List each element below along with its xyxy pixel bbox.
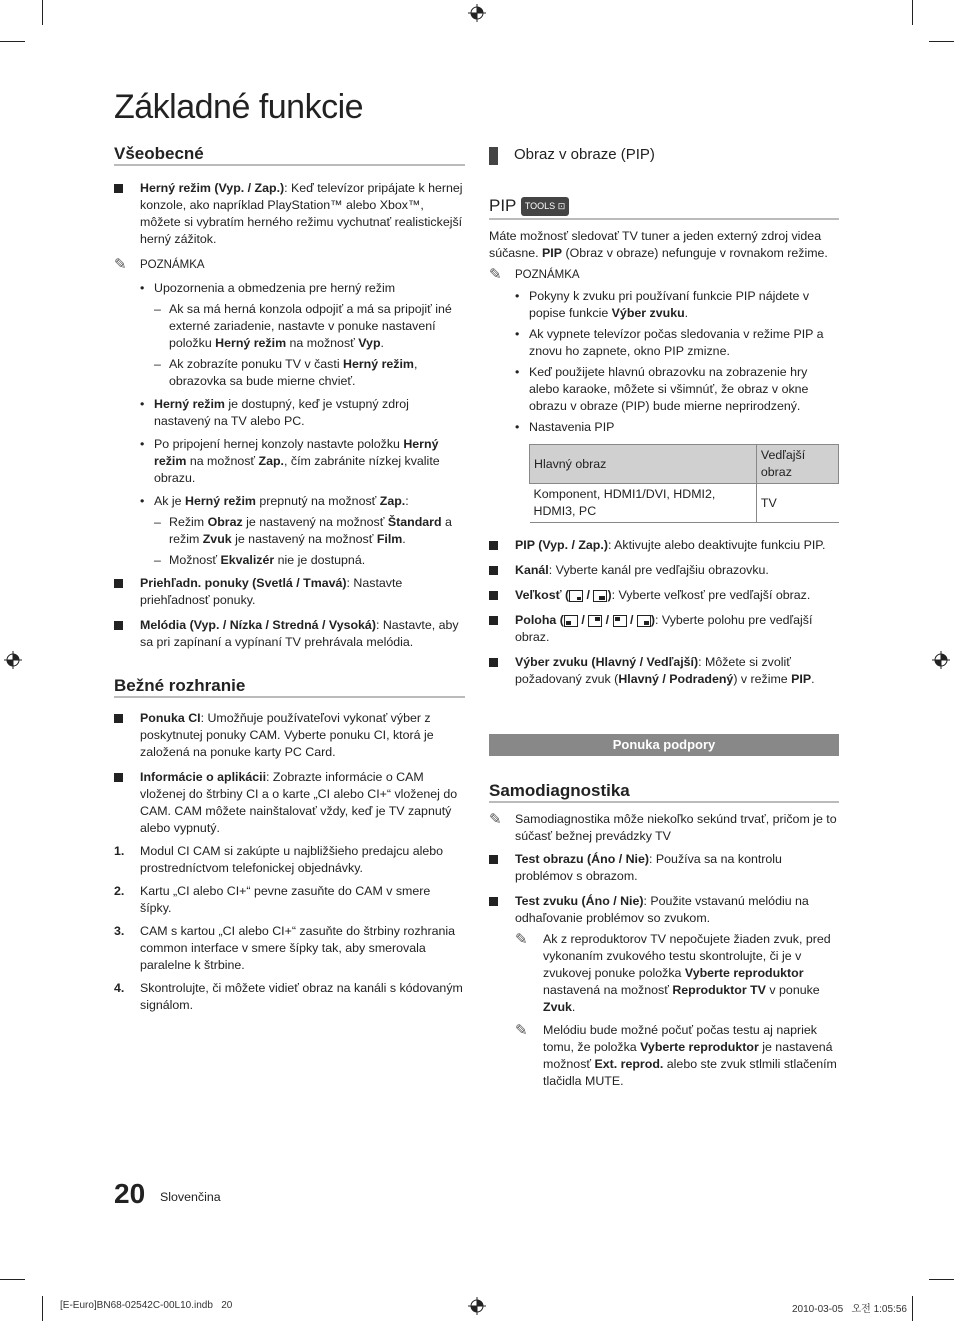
table-header: Vedľajší obraz xyxy=(756,445,838,484)
step-item: 4. Skontrolujte, či môžete vidieť obraz na kanáli s kódovaným signálom. xyxy=(114,981,463,1012)
page-title: Základné funkcie xyxy=(114,88,364,126)
file-info: [E-Euro]BN68-02542C-00L10.indb 20 xyxy=(60,1300,233,1311)
crop-mark xyxy=(42,1296,43,1321)
position-top-left-icon xyxy=(613,615,627,627)
registration-mark-icon xyxy=(468,1297,486,1315)
list-item: Priehľadn. ponuky (Svetlá / Tmavá): Nastavte priehľadnosť ponuky. xyxy=(114,575,465,609)
crop-mark xyxy=(0,41,25,42)
support-menu-bar: Ponuka podpory xyxy=(489,734,839,756)
tools-badge: TOOLS ⊡ xyxy=(521,197,569,216)
note: ✎ Ak z reproduktorov TV nepočujete žiaden zvuk, pred vykonaním zvukového testu skontrolujte, či je v zvukovej ponuke položka Vyberte reproduktor nastavená na možnosť Reproduktor TV v ponuke Zvuk. xyxy=(515,931,831,1015)
step-item: 1. Modul CI CAM si zakúpte u najbližšieho predajcu alebo prostredníctvom telefonickej objednávky. xyxy=(114,844,444,875)
crop-mark xyxy=(929,41,954,42)
list-item: – Možnosť Ekvalizér nie je dostupná. xyxy=(154,553,366,567)
language-label: Slovenčina xyxy=(160,1190,221,1204)
size-large-icon xyxy=(593,590,607,602)
section-heading-common-interface: Bežné rozhranie xyxy=(114,677,465,698)
list-item: • Nastavenia PIP xyxy=(515,420,615,435)
section-heading-general: Všeobecné xyxy=(114,145,465,166)
pencil-icon: ✎ xyxy=(114,256,127,273)
position-bottom-left-icon xyxy=(564,615,578,627)
list-item: Kanál: Vyberte kanál pre vedľajšiu obrazovku. xyxy=(489,562,839,579)
registration-mark-icon xyxy=(4,651,22,669)
registration-mark-icon xyxy=(468,4,486,22)
note: ✎ Melódiu bude možné počuť počas testu aj napriek tomu, že položka Vyberte reproduktor je nastavená možnosť Ext. reprod. alebo ste zvuk stlmili stlačením tlačidla MUTE. xyxy=(515,1022,837,1089)
list-item: • Po pripojení hernej konzoly nastavte položku Herný režim na možnosť Zap., čím zabránite nízkej kvalite obrazu. xyxy=(140,437,440,485)
list-item: PIP (Vyp. / Zap.): Aktivujte alebo deaktivujte funkciu PIP. xyxy=(489,537,839,554)
size-small-icon xyxy=(569,590,583,602)
pip-heading: PIP TOOLS ⊡ xyxy=(489,197,839,220)
position-top-right-icon xyxy=(588,615,602,627)
list-item: • Upozornenia a obmedzenia pre herný režim xyxy=(140,281,396,295)
note: ✎ POZNÁMKA xyxy=(114,256,205,273)
list-item: – Režim Obraz je nastavený na možnosť Štandard a režim Zvuk je nastavený na možnosť Film. xyxy=(154,515,452,546)
crop-mark xyxy=(912,1296,913,1321)
pip-settings-table xyxy=(529,444,839,523)
page-number: 20 xyxy=(114,1178,146,1209)
position-bottom-right-icon xyxy=(637,615,651,627)
list-item: • Ak je Herný režim prepnutý na možnosť Zap.: xyxy=(140,494,409,508)
table-header: Hlavný obraz xyxy=(530,445,757,484)
crop-mark xyxy=(929,1279,954,1280)
list-item: • Keď použijete hlavnú obrazovku na zobrazenie hry alebo karaoke, môžete si všimnúť, že obraz v okne obrazu v obraze (PIP) bude mierne neprirodzený. xyxy=(515,365,809,414)
note: ✎ POZNÁMKA xyxy=(489,266,580,284)
crop-mark xyxy=(42,0,43,25)
crop-mark xyxy=(912,0,913,25)
list-item: Informácie o aplikácii: Zobrazte informácie o CAM vloženej do štrbiny CI a o karte „CI alebo CI+“ vloženej do CAM. CAM môžete nainštalovať vždy, keď je TV zapnutý alebo vypnutý. xyxy=(114,769,465,837)
list-item: Ponuka CI: Umožňuje používateľovi vykonať výber z poskytnutej ponuky CAM. Vyberte ponuku CI, ktorá je založená na ponuke karty PC Card. xyxy=(114,710,465,761)
table-cell: TV xyxy=(756,484,838,523)
note: ✎ Samodiagnostika môže niekoľko sekúnd trvať, pričom je to súčasť bežnej prevádzky TV xyxy=(489,811,837,844)
right-column xyxy=(489,145,839,1090)
list-item: Melódia (Vyp. / Nízka / Stredná / Vysoká): Nastavte, aby sa pri zapínaní a vypínaní TV prehrávala melódia. xyxy=(114,617,465,651)
list-item: • Herný režim je dostupný, keď je vstupný zdroj nastavený na TV alebo PC. xyxy=(140,397,409,428)
left-column xyxy=(114,145,465,1014)
pip-intro: Máte možnosť sledovať TV tuner a jeden externý zdroj videa súčasne. PIP (Obraz v obraze) nefunguje v rovnakom režime. xyxy=(489,229,828,261)
list-item: Herný režim (Vyp. / Zap.): Keď televízor pripájate k hernej konzole, ako napríklad PlayStation™ alebo Xbox™, môžete si vybratím herného režimu vychutnať realistickejší herný zážitok. xyxy=(114,180,465,248)
list-item: • Pokyny k zvuku pri používaní funkcie PIP nájdete v popise funkcie Výber zvuku. xyxy=(515,289,810,321)
pencil-icon: ✎ xyxy=(489,811,502,829)
registration-mark-icon xyxy=(932,651,950,669)
pencil-icon: ✎ xyxy=(515,1022,528,1040)
list-item: – Ak sa má herná konzola odpojiť a má sa pripojiť iné externé zariadenie, nastavte v ponuke nastavení položku Herný režim na možnosť Vyp. xyxy=(154,302,452,350)
list-item: Výber zvuku (Hlavný / Vedľajší): Môžete si zvoliť požadovaný zvuk (Hlavný / Podradený) v režime PIP. xyxy=(489,654,839,688)
list-item: Test obrazu (Áno / Nie): Používa sa na kontrolu problémov s obrazom. xyxy=(489,851,839,885)
step-item: 2. Kartu „CI alebo CI+“ pevne zasuňte do CAM v smere šípky. xyxy=(114,884,431,915)
section-heading-pip: Obraz v obraze (PIP) xyxy=(489,145,839,167)
table-cell: Komponent, HDMI1/DVI, HDMI2, HDMI3, PC xyxy=(530,484,757,523)
pencil-icon: ✎ xyxy=(489,266,502,284)
pencil-icon: ✎ xyxy=(515,931,528,949)
section-heading-self-diagnosis: Samodiagnostika xyxy=(489,782,839,803)
list-item: Veľkosť ( / ): Vyberte veľkosť pre vedľajší obraz. xyxy=(489,587,839,604)
list-item: • Ak vypnete televízor počas sledovania v režime PIP a znovu ho zapnete, okno PIP zmizne. xyxy=(515,327,824,359)
list-item: – Ak zobrazíte ponuku TV v časti Herný režim, obrazovka sa bude mierne chvieť. xyxy=(154,357,418,388)
step-item: 3. CAM s kartou „CI alebo CI+“ zasuňte do štrbiny rozhrania common interface v smere šípky tak, aby smerovala paralelne k štrbine. xyxy=(114,924,456,972)
list-item: Test zvuku (Áno / Nie): Použite vstavanú melódiu na odhaľovanie problémov so zvukom. xyxy=(489,893,839,927)
print-date: 2010-03-05 오전 1:05:56 xyxy=(792,1304,907,1315)
crop-mark xyxy=(0,1279,25,1280)
list-item: Poloha ( / / / ): Vyberte polohu pre vedľajší obraz. xyxy=(489,612,839,646)
